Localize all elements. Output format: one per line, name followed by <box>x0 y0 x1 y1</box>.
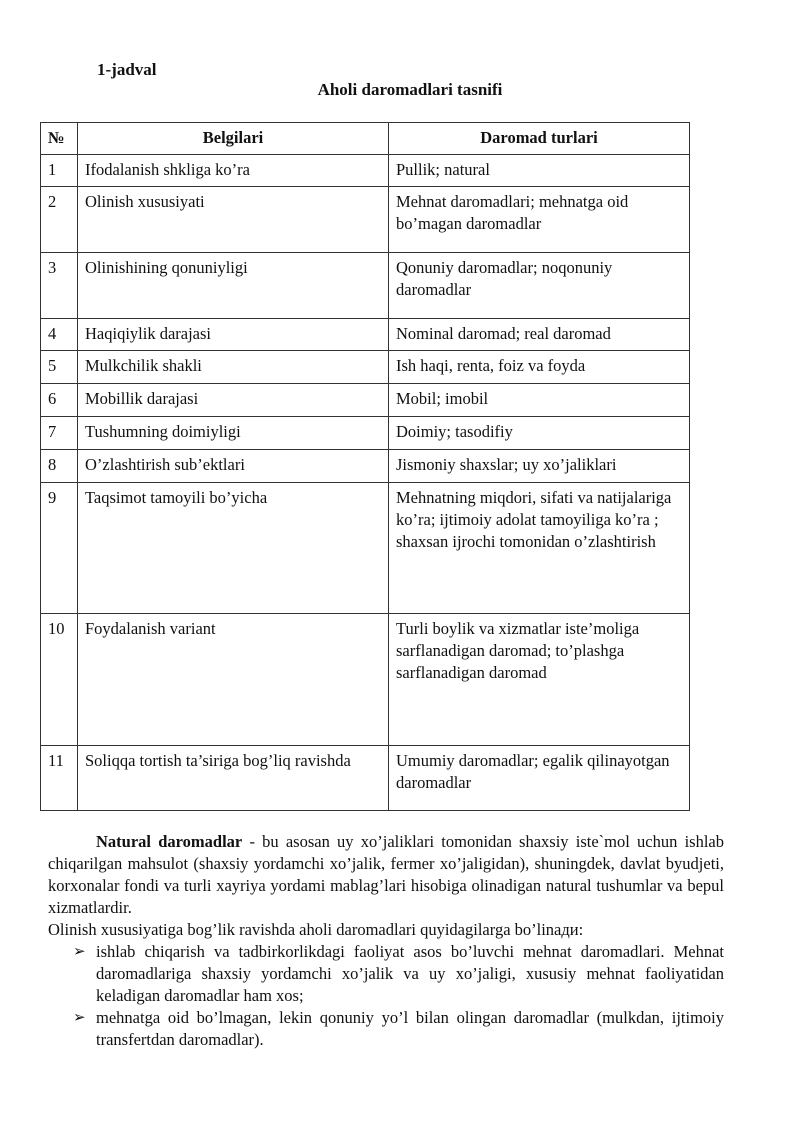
bullet-list <box>48 941 724 1051</box>
row-number-cell: 1 <box>41 155 78 187</box>
row-number-cell: 11 <box>41 746 78 811</box>
arrow-bullet-icon: ➢ <box>73 1010 86 1026</box>
list-item <box>48 1007 724 1051</box>
paragraph-classification-intro: Olinish xususiyatiga bog’lik ravishda aholi daromadlari quyidagilarga bo’linади: <box>48 920 584 939</box>
feature-cell: Mobillik darajasi <box>78 384 389 417</box>
income-types-cell: Qonuniy daromadlar; noqonuniy daromadlar <box>389 253 690 319</box>
table-number-label: 1-jadval <box>97 60 157 79</box>
table-row <box>41 319 690 351</box>
feature-cell: Foydalanish variant <box>78 614 389 746</box>
header-feature: Belgilari <box>78 123 389 155</box>
term-natural-income: Natural daromadlar <box>96 832 243 851</box>
income-types-cell: Nominal daromad; real daromad <box>389 319 690 351</box>
header-types: Daromad turlari <box>389 123 690 155</box>
table-row <box>41 483 690 614</box>
row-number-cell: 3 <box>41 253 78 319</box>
income-classification-table <box>40 122 690 811</box>
list-item <box>48 941 724 1007</box>
table-row <box>41 746 690 811</box>
table-header-row <box>41 123 690 155</box>
table-title: Aholi daromadlari tasnifi <box>317 80 503 99</box>
income-types-cell: Jismoniy shaxslar; uy xo’jaliklari <box>389 450 690 483</box>
row-number-cell: 5 <box>41 351 78 384</box>
header-number: № <box>41 123 78 155</box>
arrow-bullet-icon: ➢ <box>73 944 86 960</box>
income-types-cell: Umumiy daromadlar; egalik qilinayotgan daromadlar <box>389 746 690 811</box>
income-types-cell: Mehnat daromadlari; mehnatga oid bo’magan daromadlar <box>389 187 690 253</box>
list-item-text: mehnatga oid bo’lmagan, lekin qonuniy yo’l bilan olingan daromadlar (mulkdan, ijtimoiy transfertdan daromadlar). <box>96 1008 724 1049</box>
feature-cell: Ifodalanish shkliga ko’ra <box>78 155 389 187</box>
row-number-cell: 10 <box>41 614 78 746</box>
definition-text: - bu asosan uy xo’jaliklari tomonidan shaxsiy iste`mol uchun ishlab chiqarilgan mahsulot (shaxsiy yordamchi xo’jalik, fermer xo’jaligidan), shuningdek, davlat byudjeti, korxonalar fondi va turli xayriya yordami mablag’lari hisobiga olinadigan natural tushumlar va bepul xizmatlardir. <box>48 832 724 917</box>
table-row <box>41 417 690 450</box>
table-row <box>41 450 690 483</box>
list-item-text: ishlab chiqarish va tadbirkorlikdagi faoliyat asos bo’luvchi mehnat daromadlari. Mehnat daromadlariga shaxsiy yordamchi xo’jalik va uy xo’jaligi, xususiy mehnat faoliyatidan keladigan daromadlar ham xos; <box>96 942 724 1005</box>
row-number-cell: 8 <box>41 450 78 483</box>
table-row <box>41 351 690 384</box>
income-types-cell: Doimiy; tasodifiy <box>389 417 690 450</box>
income-types-cell: Mehnatning miqdori, sifati va natijalariga ko’ra; ijtimoiy adolat tamoyiliga ko’ra ; shaxsan ijrochi tomonidan o’zlashtirish <box>389 483 690 614</box>
row-number-cell: 9 <box>41 483 78 614</box>
income-types-cell: Pullik; natural <box>389 155 690 187</box>
row-number-cell: 7 <box>41 417 78 450</box>
income-types-cell: Mobil; imobil <box>389 384 690 417</box>
feature-cell: Taqsimot tamoyili bo’yicha <box>78 483 389 614</box>
table-row <box>41 253 690 319</box>
body-text <box>48 831 724 1051</box>
row-number-cell: 4 <box>41 319 78 351</box>
table-row <box>41 155 690 187</box>
feature-cell: O’zlashtirish sub’ektlari <box>78 450 389 483</box>
income-types-cell: Ish haqi, renta, foiz va foyda <box>389 351 690 384</box>
table-row <box>41 187 690 253</box>
row-number-cell: 6 <box>41 384 78 417</box>
income-types-cell: Turli boylik va xizmatlar iste’moliga sarflanadigan daromad; to’plashga sarflanadigan daromad <box>389 614 690 746</box>
feature-cell: Olinish xususiyati <box>78 187 389 253</box>
feature-cell: Tushumning doimiyligi <box>78 417 389 450</box>
table-row <box>41 614 690 746</box>
feature-cell: Haqiqiylik darajasi <box>78 319 389 351</box>
paragraph-natural-income <box>48 831 724 919</box>
feature-cell: Olinishining qonuniyligi <box>78 253 389 319</box>
table-row <box>41 384 690 417</box>
feature-cell: Soliqqa tortish ta’siriga bog’liq ravishda <box>78 746 389 811</box>
row-number-cell: 2 <box>41 187 78 253</box>
feature-cell: Mulkchilik shakli <box>78 351 389 384</box>
